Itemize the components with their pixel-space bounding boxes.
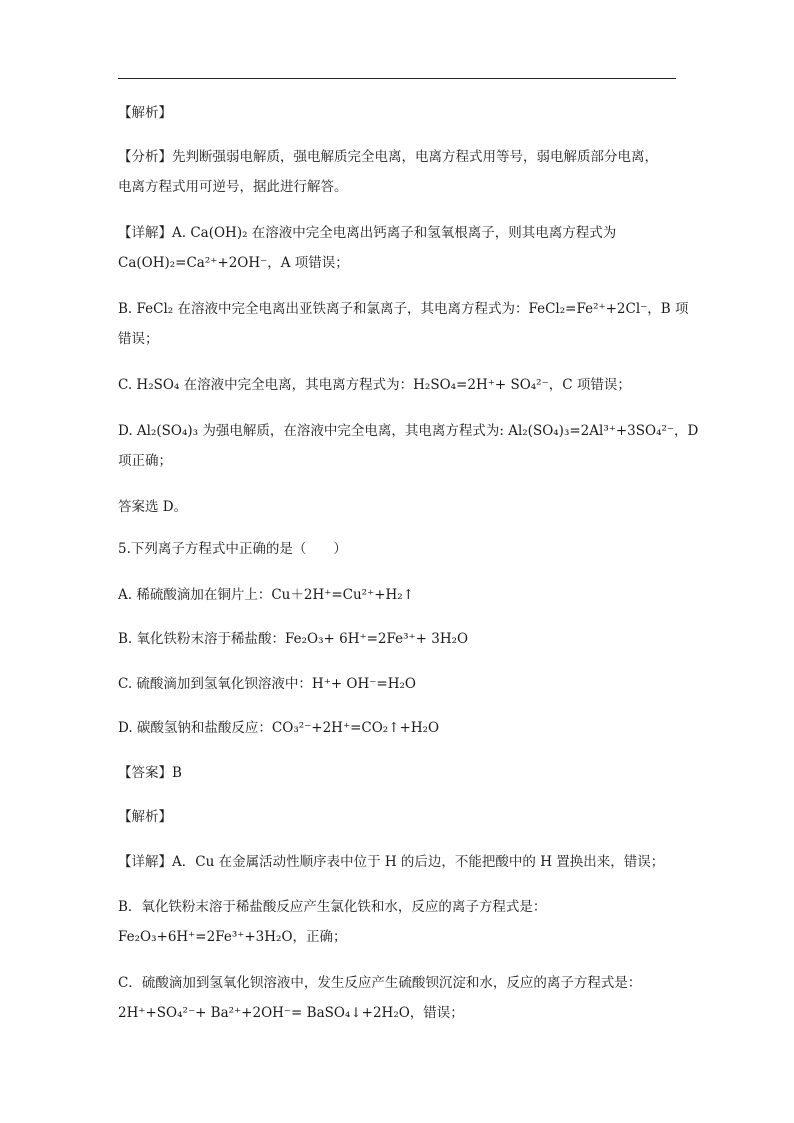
question-5-option-d: D. 碳酸氢钠和盐酸反应：CO₃²⁻+2H⁺=CO₂↑+H₂O	[118, 720, 440, 736]
question-5-option-c: C. 硫酸滴加到氢氧化钡溶液中：H⁺+ OH⁻=H₂O	[118, 676, 416, 692]
detail-c-line: C. H₂SO₄ 在溶液中完全电离，其电离方程式为：H₂SO₄=2H⁺+ SO₄²⁻，C 项错误；	[118, 377, 631, 393]
answer-choice-d: 答案选 D。	[118, 499, 188, 515]
question-5-option-b: B. 氧化铁粉末溶于稀盐酸：Fe₂O₃+ 6H⁺=2Fe³⁺+ 3H₂O	[118, 631, 469, 647]
detail5-c-line-2: 2H⁺+SO₄²⁻+ Ba²⁺+2OH⁻= BaSO₄↓+2H₂O，错误；	[118, 1005, 464, 1021]
header-rule	[118, 78, 676, 79]
detail-b-line-2: 错误；	[118, 331, 159, 347]
analysis-line-2: 电离方程式用可逆号，据此进行解答。	[118, 179, 348, 195]
jiexi-heading-2: 【解析】	[118, 809, 172, 825]
question-5-stem: 5.下列离子方程式中正确的是（ ）	[118, 541, 347, 557]
detail-d-line-2: 项正确；	[118, 453, 172, 469]
detail-a-line-1: 【详解】A. Ca(OH)₂ 在溶液中完全电离出钙离子和氢氧根离子，则其电离方程式为	[118, 225, 617, 241]
jiexi-heading-1: 【解析】	[118, 105, 172, 121]
analysis-line-1: 【分析】先判断强弱电解质，强电解质完全电离，电离方程式用等号，弱电解质部分电离，	[118, 149, 658, 165]
detail-a-line-2: Ca(OH)₂=Ca²⁺+2OH⁻，A 项错误；	[118, 255, 349, 271]
question-5-option-a: A. 稀硫酸滴加在铜片上：Cu＋2H⁺=Cu²⁺+H₂↑	[118, 587, 415, 603]
detail5-c-line-1: C．硫酸滴加到氢氧化钡溶液中，发生反应产生硫酸钡沉淀和水，反应的离子方程式是：	[118, 975, 642, 991]
detail5-b-line-2: Fe₂O₃+6H⁺=2Fe³⁺+3H₂O，正确；	[118, 929, 347, 945]
detail-b-line-1: B. FeCl₂ 在溶液中完全电离出亚铁离子和氯离子，其电离方程式为：FeCl₂=Fe²⁺+2Cl⁻，B 项	[118, 301, 689, 317]
detail-d-line-1: D. Al₂(SO₄)₃ 为强电解质，在溶液中完全电离，其电离方程式为: Al₂(SO₄)₃=2Al³⁺+3SO₄²⁻，D	[118, 423, 699, 439]
detail5-b-line-1: B．氧化铁粉末溶于稀盐酸反应产生氯化铁和水，反应的离子方程式是：	[118, 899, 547, 915]
detail5-a-line: 【详解】A．Cu 在金属活动性顺序表中位于 H 的后边，不能把酸中的 H 置换出来，错误；	[118, 854, 665, 870]
answer-heading: 【答案】B	[118, 765, 182, 781]
